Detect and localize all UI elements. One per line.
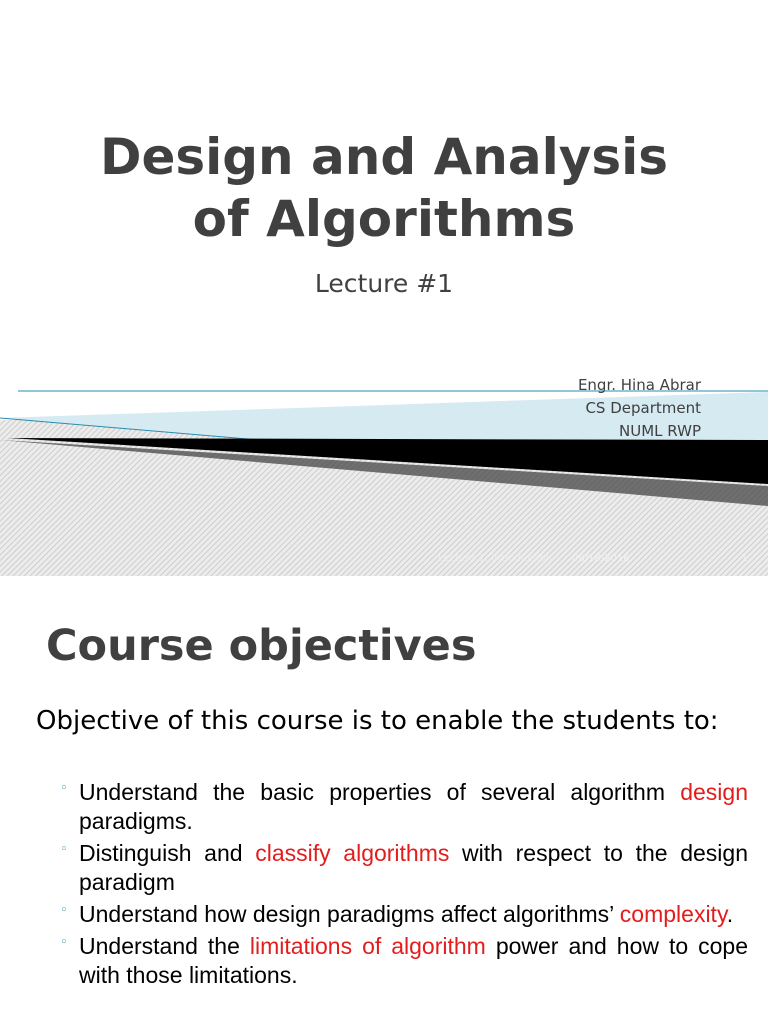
bullet-circle-icon: ◦ xyxy=(60,842,68,857)
author-block xyxy=(578,374,701,443)
bullet-text xyxy=(79,778,748,836)
bullet-text xyxy=(79,900,748,929)
objectives-title: Course objectives xyxy=(46,621,477,671)
bullet-text xyxy=(79,932,748,990)
bullet-text-before: Understand how design paradigms affect algorithms’ xyxy=(79,901,620,927)
list-item xyxy=(60,778,748,836)
bullet-text-after: paradigms. xyxy=(79,808,193,834)
bullet-highlight: complexity xyxy=(619,901,727,927)
author-name: Engr. Hina Abrar xyxy=(577,376,701,394)
slide-title xyxy=(40,126,728,250)
list-item xyxy=(60,900,748,929)
bullet-circle-icon: ◦ xyxy=(60,903,68,918)
bullet-highlight: design xyxy=(680,779,748,805)
bullet-text-after: power and how to cope with those limitations. xyxy=(79,933,749,988)
slide-subtitle: Lecture #1 xyxy=(314,269,454,298)
list-item xyxy=(60,932,748,990)
objectives-list xyxy=(60,778,748,993)
bullet-text-before: Understand the basic properties of several algorithm xyxy=(79,779,681,805)
bullet-highlight: limitations of algorithm xyxy=(249,933,486,959)
slide-number: 1 xyxy=(741,553,748,564)
title-line-2: of Algorithms xyxy=(192,190,576,248)
bullet-text-before: Distinguish and xyxy=(79,840,256,866)
objectives-intro: Objective of this course is to enable the students to: xyxy=(36,706,719,736)
bullet-text-after: with respect to the design paradigm xyxy=(79,840,748,895)
footer-date: 08/18/2016 xyxy=(572,553,630,564)
bullet-text-after: . xyxy=(726,901,734,927)
list-item xyxy=(60,839,748,897)
bullet-text xyxy=(79,839,748,897)
bullet-circle-icon: ◦ xyxy=(60,935,68,950)
footer-left: Lecture 1: Introduction xyxy=(438,553,552,564)
bullet-circle-icon: ◦ xyxy=(60,781,68,796)
author-institution: NUML RWP xyxy=(619,422,701,440)
bullet-text-before: Understand the xyxy=(79,933,250,959)
author-department: CS Department xyxy=(585,399,701,417)
title-line-1: Design and Analysis xyxy=(99,128,669,186)
objectives-slide xyxy=(0,576,768,1024)
bullet-highlight: classify algorithms xyxy=(255,840,450,866)
